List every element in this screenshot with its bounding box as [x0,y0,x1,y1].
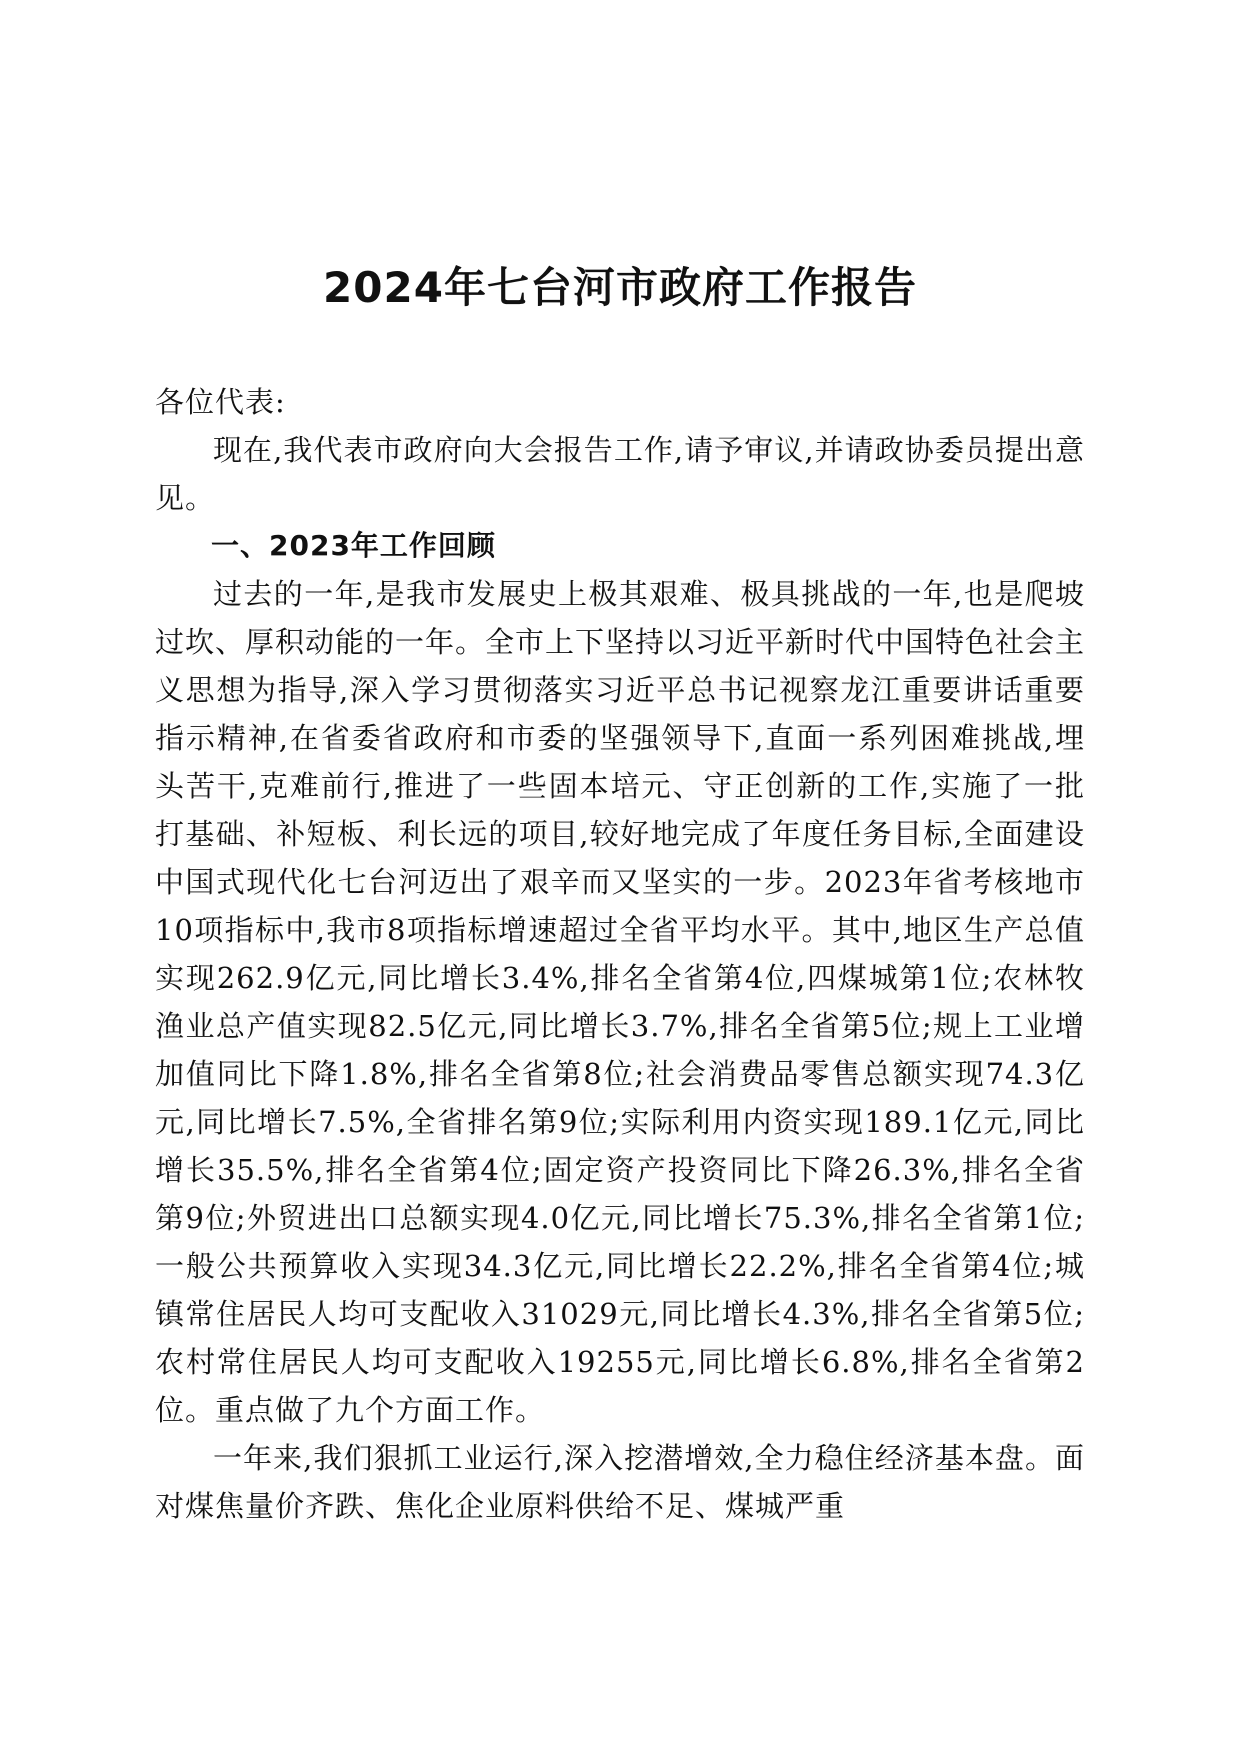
salutation: 各位代表: [155,385,286,419]
document-title: 2024年七台河市政府工作报告 [323,263,917,312]
review-paragraph: 过去的一年,是我市发展史上极其艰难、极具挑战的一年,也是爬坡过坎、厚积动能的一年。全市上下坚持以习近平新时代中国特色社会主义思想为指导,深入学习贯彻落实习近平总书记视察龙江重要讲话重要指示精神,在省委省政府和市委的坚强领导下,直面一系列困难挑战,埋头苦干,克难前行,推进了一些固本培元、守正创新的工作,实施了一批打基础、补短板、利长远的项目,较好地完成了年度任务目标,全面建设中国式现代化七台河迈出了艰辛而又坚实的一步。2023年省考核地市10项指标中,我市8项指标增速超过全省平均水平。其中,地区生产总值实现262.9亿元,同比增长3.4%,排名全省第4位,四煤城第1位;农林牧渔业总产值实现82.5亿元,同比增长3.7%,排名全省第5位;规上工业增加值同比下降1.8%,排名全省第8位;社会消费品零售总额实现74.3亿元,同比增长7.5%,全省排名第9位;实际利用内资实现189.1亿元,同比增长35.5%,排名全省第4位;固定资产投资同比下降26.3%,排名全省第9位;外贸进出口总额实现4.0亿元,同比增长75.3%,排名全省第1位;一般公共预算收入实现34.3亿元,同比增长22.2%,排名全省第4位;城镇常住居民人均可支配收入31029元,同比增长4.3%,排名全省第5位;农村常住居民人均可支配收入19255元,同比增长6.8%,排名全省第2位。重点做了九个方面工作。 [155,577,1086,1427]
document-body [155,378,1085,1530]
industry-paragraph: 一年来,我们狠抓工业运行,深入挖潜增效,全力稳住经济基本盘。面对煤焦量价齐跌、焦化企业原料供给不足、煤城严重 [155,1441,1085,1523]
section-heading: 一、2023年工作回顾 [211,529,496,562]
intro-paragraph: 现在,我代表市政府向大会报告工作,请予审议,并请政协委员提出意见。 [155,433,1085,515]
